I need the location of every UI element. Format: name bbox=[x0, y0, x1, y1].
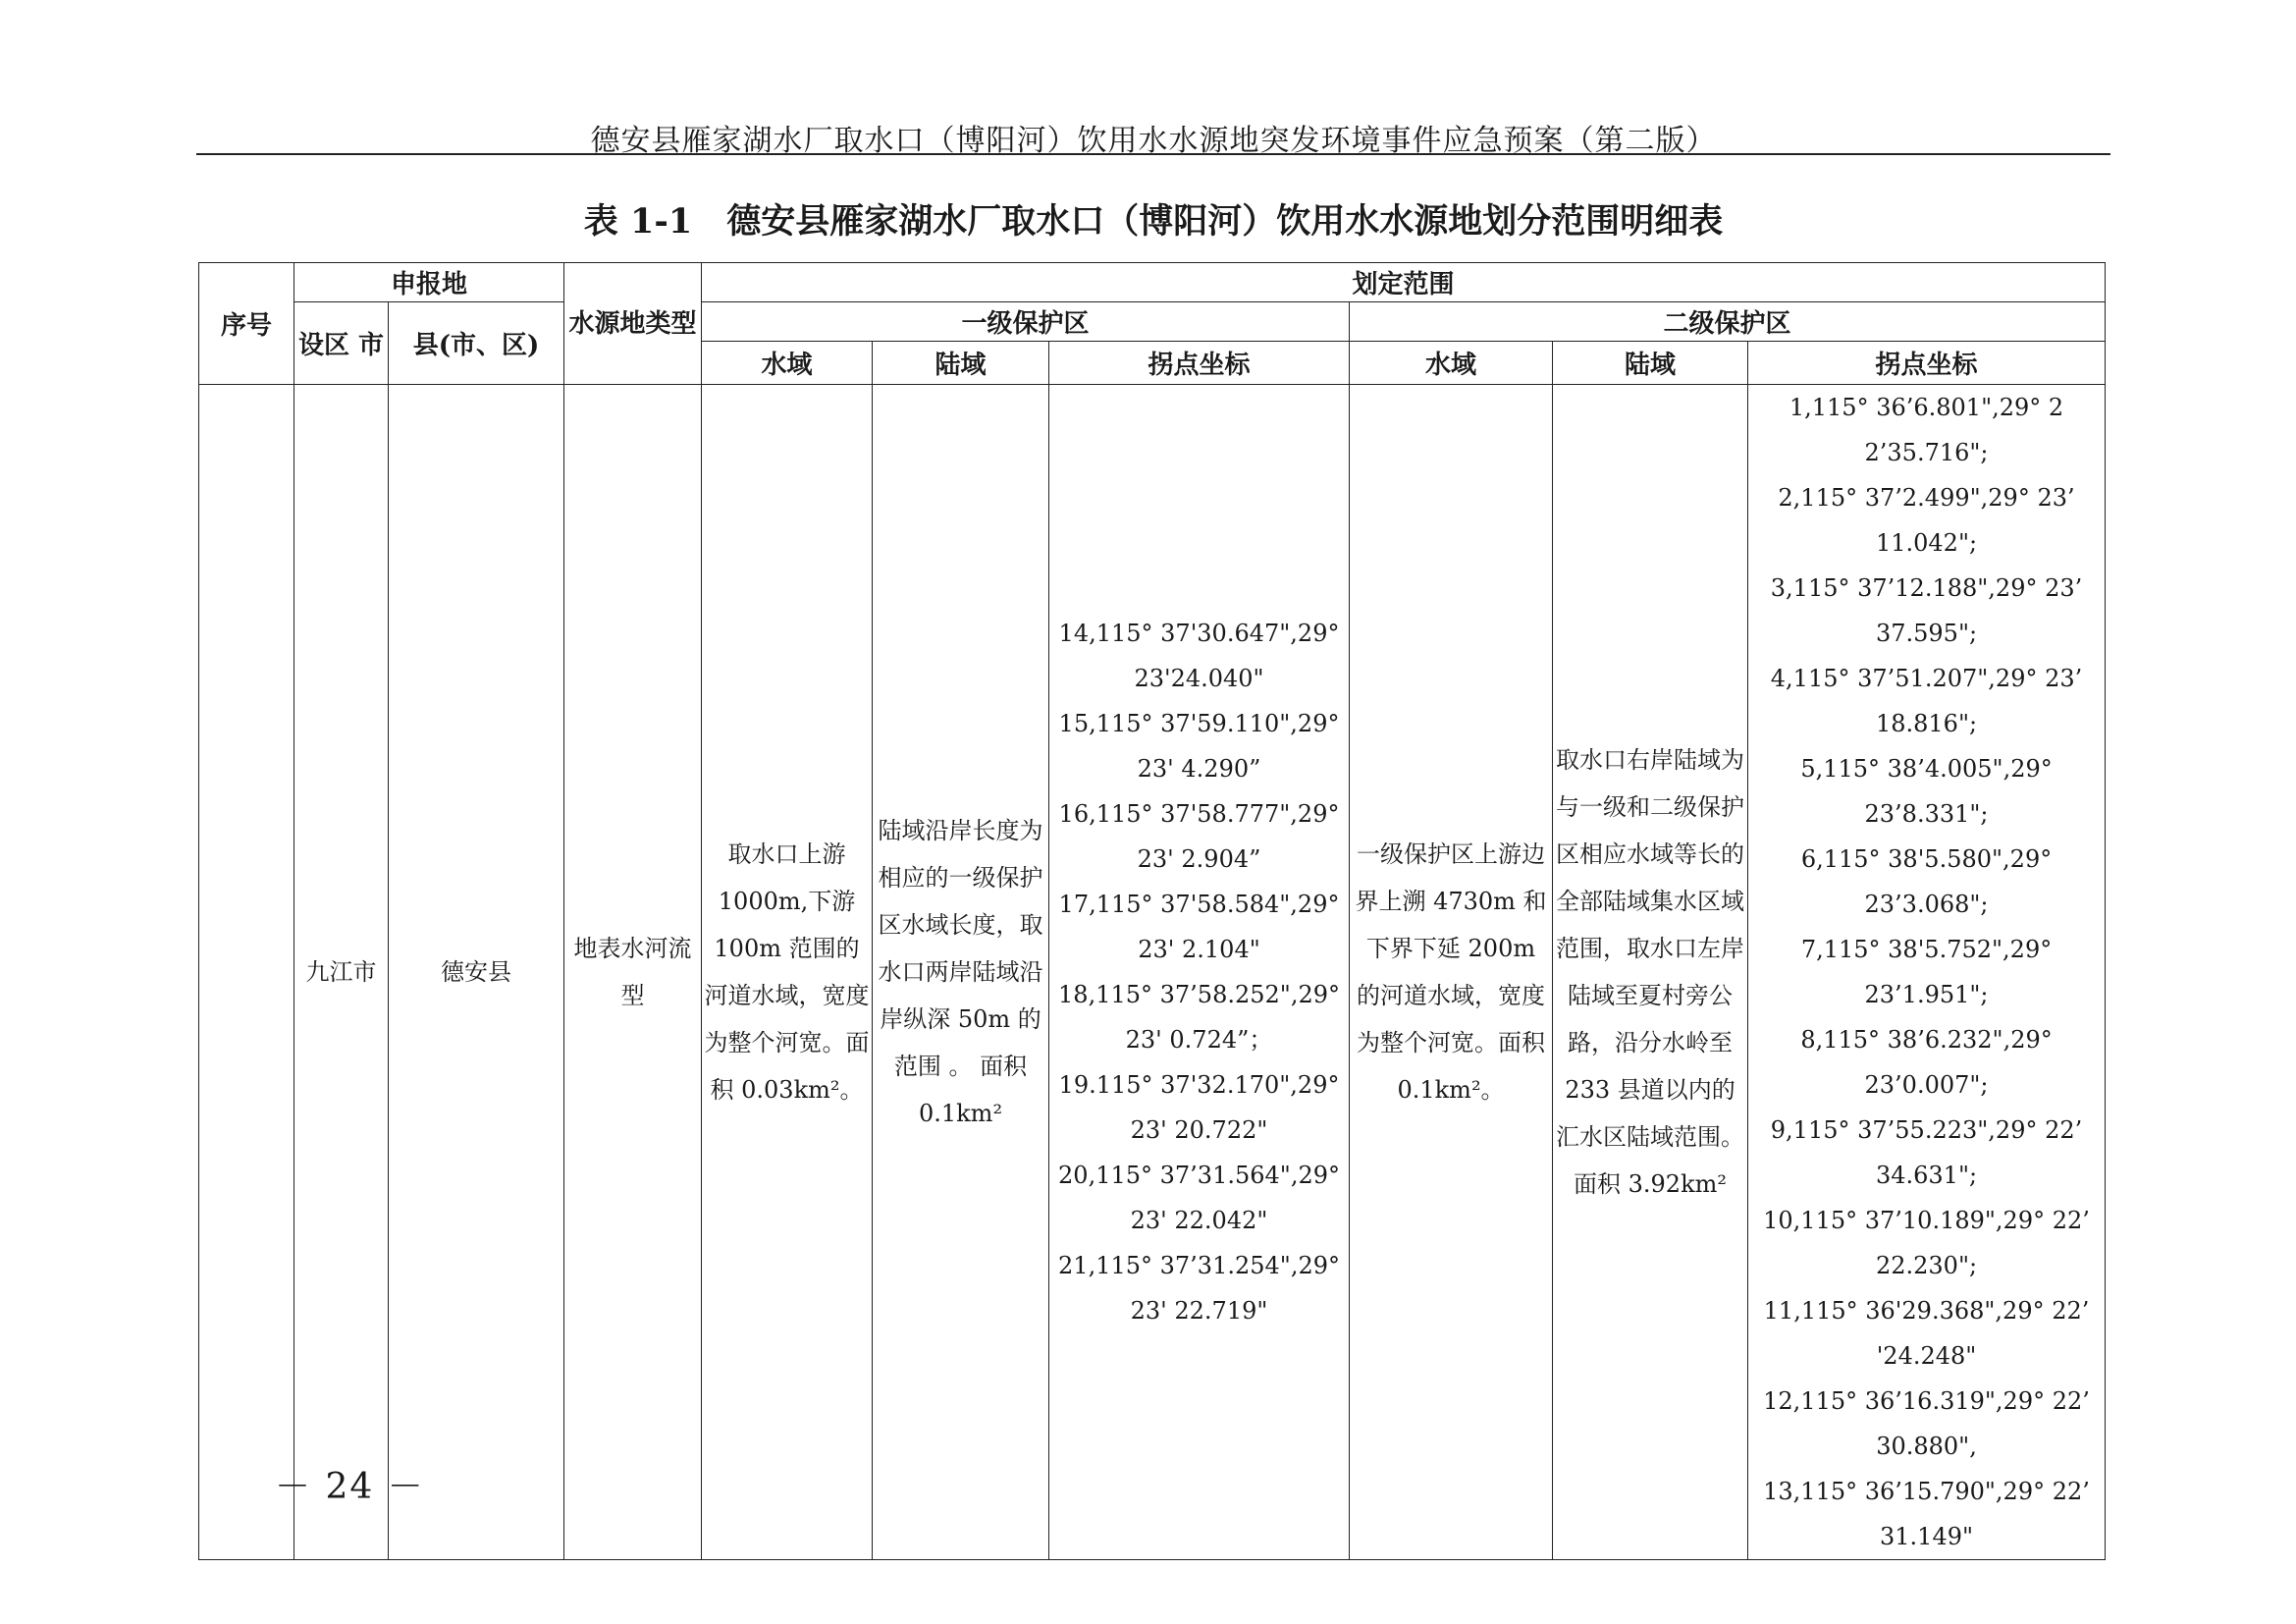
cell-l2-coords bbox=[1748, 385, 2106, 1560]
coord-item: 9,115° 37’55.223",29° 22’ 34.631"; bbox=[1770, 1116, 2083, 1189]
header-seq: 序号 bbox=[199, 263, 294, 385]
cell-l2-land bbox=[1553, 385, 1748, 1560]
header-source-type bbox=[564, 263, 702, 385]
header-l1-coords: 拐点坐标 bbox=[1049, 342, 1350, 385]
coord-item: 6,115° 38'5.580",29° 23’3.068"; bbox=[1800, 845, 2053, 918]
cell-source-type-text: 地表水河流型 bbox=[573, 935, 692, 1009]
cell-l1-land bbox=[873, 385, 1049, 1560]
header-l2-water: 水域 bbox=[1350, 342, 1553, 385]
coord-item: 5,115° 38’4.005",29° 23’8.331"; bbox=[1800, 755, 2053, 828]
cell-l2-land-text: 取水口右岸陆域为与一级和二级保护区相应水域等长的全部陆域集水区域范围，取水口左岸陆域至夏村旁公路，沿分水岭至 233 县道以内的汇水区陆域范围。面积 3.92km² bbox=[1556, 746, 1745, 1198]
coord-item: 4,115° 37’51.207",29° 23’ 18.816"; bbox=[1770, 665, 2083, 737]
running-header: 德安县雁家湖水厂取水口（博阳河）饮用水水源地突发环境事件应急预案（第二版） bbox=[590, 124, 1717, 158]
header-scope: 划定范围 bbox=[702, 263, 2106, 302]
l2-coords-list bbox=[1748, 385, 2105, 1559]
protection-zone-table bbox=[198, 262, 2106, 1560]
table-row bbox=[199, 385, 2106, 1560]
cell-seq bbox=[199, 385, 294, 1560]
header-level2: 二级保护区 bbox=[1350, 302, 2106, 342]
coord-item: 2,115° 37’2.499",29° 23’ 11.042"; bbox=[1778, 484, 2075, 557]
cell-l2-water-text: 一级保护区上游边界上溯 4730m 和下界下延 200m 的河道水域，宽度为整个河宽。面积 0.1km²。 bbox=[1355, 840, 1547, 1104]
header-l2-coords: 拐点坐标 bbox=[1748, 342, 2106, 385]
cell-city bbox=[294, 385, 389, 1560]
coord-item: 17,115° 37'58.584",29° 23' 2.104" bbox=[1058, 891, 1340, 963]
coord-item: 13,115° 36’15.790",29° 22’ 31.149" bbox=[1763, 1478, 2090, 1550]
cell-l1-coords bbox=[1049, 385, 1350, 1560]
header-l1-land: 陆域 bbox=[873, 342, 1049, 385]
header-county: 县(市、区) bbox=[389, 302, 564, 385]
coord-item: 18,115° 37’58.252",29° 23' 0.724”； bbox=[1058, 981, 1340, 1054]
cell-city-text: 九江市 bbox=[305, 958, 377, 986]
coord-item: 20,115° 37’31.564",29° 23' 22.042" bbox=[1058, 1162, 1340, 1234]
cell-l1-water-text: 取水口上游1000m,下游100m 范围的河道水域，宽度为整个河宽。面积 0.03km²。 bbox=[704, 840, 870, 1104]
coord-item: 14,115° 37'30.647",29° 23'24.040" bbox=[1058, 620, 1340, 692]
header-rule bbox=[196, 153, 2110, 155]
coord-item: 12,115° 36’16.319",29° 22’ 30.880", bbox=[1763, 1387, 2090, 1460]
header-level1: 一级保护区 bbox=[702, 302, 1350, 342]
cell-source-type bbox=[564, 385, 702, 1560]
cell-county-text: 德安县 bbox=[441, 958, 511, 986]
cell-l1-water bbox=[702, 385, 873, 1560]
coord-item: 11,115° 36'29.368",29° 22’ '24.248" bbox=[1763, 1297, 2090, 1370]
cell-l2-water bbox=[1350, 385, 1553, 1560]
coord-item: 7,115° 38'5.752",29° 23’1.951"; bbox=[1800, 936, 2053, 1008]
coord-item: 10,115° 37’10.189",29° 22’ 22.230"; bbox=[1763, 1207, 2090, 1279]
header-l1-water: 水域 bbox=[702, 342, 873, 385]
l1-coords-list bbox=[1049, 611, 1349, 1333]
cell-county bbox=[389, 385, 564, 1560]
coord-item: 8,115° 38’6.232",29° 23’0.007"; bbox=[1800, 1026, 2053, 1099]
header-l2-land: 陆域 bbox=[1553, 342, 1748, 385]
coord-item: 16,115° 37'58.777",29° 23' 2.904” bbox=[1058, 800, 1340, 873]
header-source-type-text: 水源地类型 bbox=[568, 308, 697, 339]
cell-l1-land-text: 陆域沿岸长度为相应的一级保护区水域长度，取水口两岸陆域沿岸纵深 50m 的范围 。 面积 0.1km² bbox=[878, 817, 1043, 1127]
coord-item: 21,115° 37’31.254",29° 23' 22.719" bbox=[1058, 1252, 1340, 1325]
coord-item: 15,115° 37'59.110",29° 23' 4.290” bbox=[1058, 710, 1340, 783]
coord-item: 3,115° 37’12.188",29° 23’ 37.595"; bbox=[1770, 574, 2083, 647]
coord-item: 19.115° 37'32.170",29° 23' 20.722" bbox=[1058, 1071, 1340, 1144]
header-city: 设区 市 bbox=[294, 302, 389, 385]
table-caption: 表 1-1 德安县雁家湖水厂取水口（博阳河）饮用水水源地划分范围明细表 bbox=[583, 201, 1724, 242]
page-number: － 24 － bbox=[275, 1467, 425, 1507]
coord-item: 1,115° 36’6.801",29° 2 2’35.716"; bbox=[1789, 394, 2064, 466]
header-declare: 申报地 bbox=[294, 263, 564, 302]
